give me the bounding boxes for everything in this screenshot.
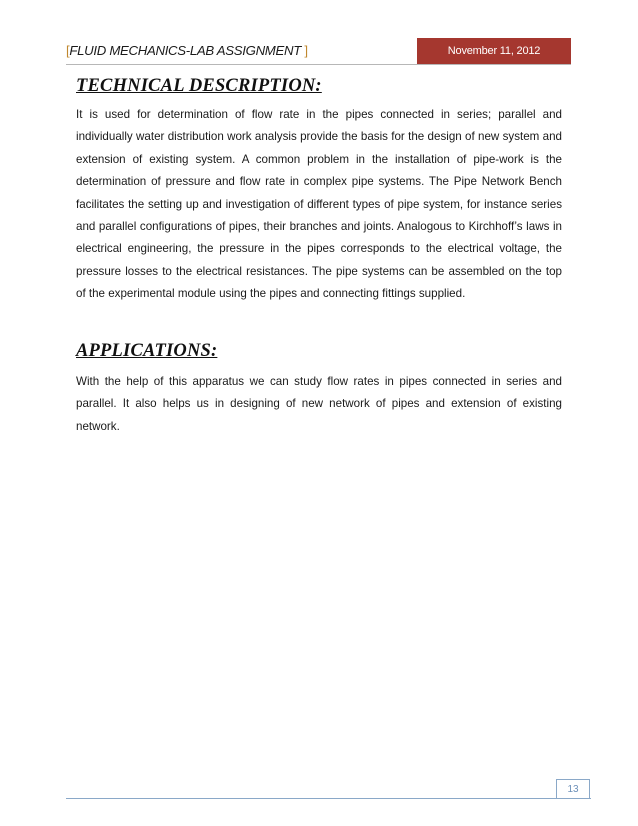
page-number: 13 (556, 779, 590, 799)
header-date: November 11, 2012 (417, 38, 571, 64)
technical-description-heading: TECHNICAL DESCRIPTION: (76, 76, 322, 96)
header-bracket-close: ] (304, 43, 308, 58)
header-divider (66, 64, 571, 65)
applications-paragraph: With the help of this apparatus we can study flow rates in pipes connected in series and parallel. It also helps us in designing of new network of pipes and extension of existing network. (76, 375, 562, 433)
applications-heading: APPLICATIONS: (76, 341, 218, 361)
header-title (66, 38, 308, 64)
footer-divider (66, 798, 591, 799)
technical-description-paragraph: It is used for determination of flow rate in the pipes connected in series; parallel and individually water distribution work analysis provide the basis for the design of new system and extension of existing system. A common problem in the installation of pipe-work is the determination of pressure and flow rate in complex pipe systems. The Pipe Network Bench facilitates the setting up and investigation of different types of pipe system, for instance series and parallel configurations of pipes, their branches and joints. Analogous to Kirchhoff’s laws in electrical engineering, the pressure in the pipes corresponds to the electrical voltage, the pressure losses to the electrical resistances. The pipe systems can be assembled on the top of the experimental module using the pipes and connecting fittings supplied. (76, 108, 562, 301)
header-bracket-open: [ (66, 43, 70, 58)
page-header (66, 38, 571, 64)
header-title-text: FLUID MECHANICS-LAB ASSIGNMENT (69, 43, 301, 58)
